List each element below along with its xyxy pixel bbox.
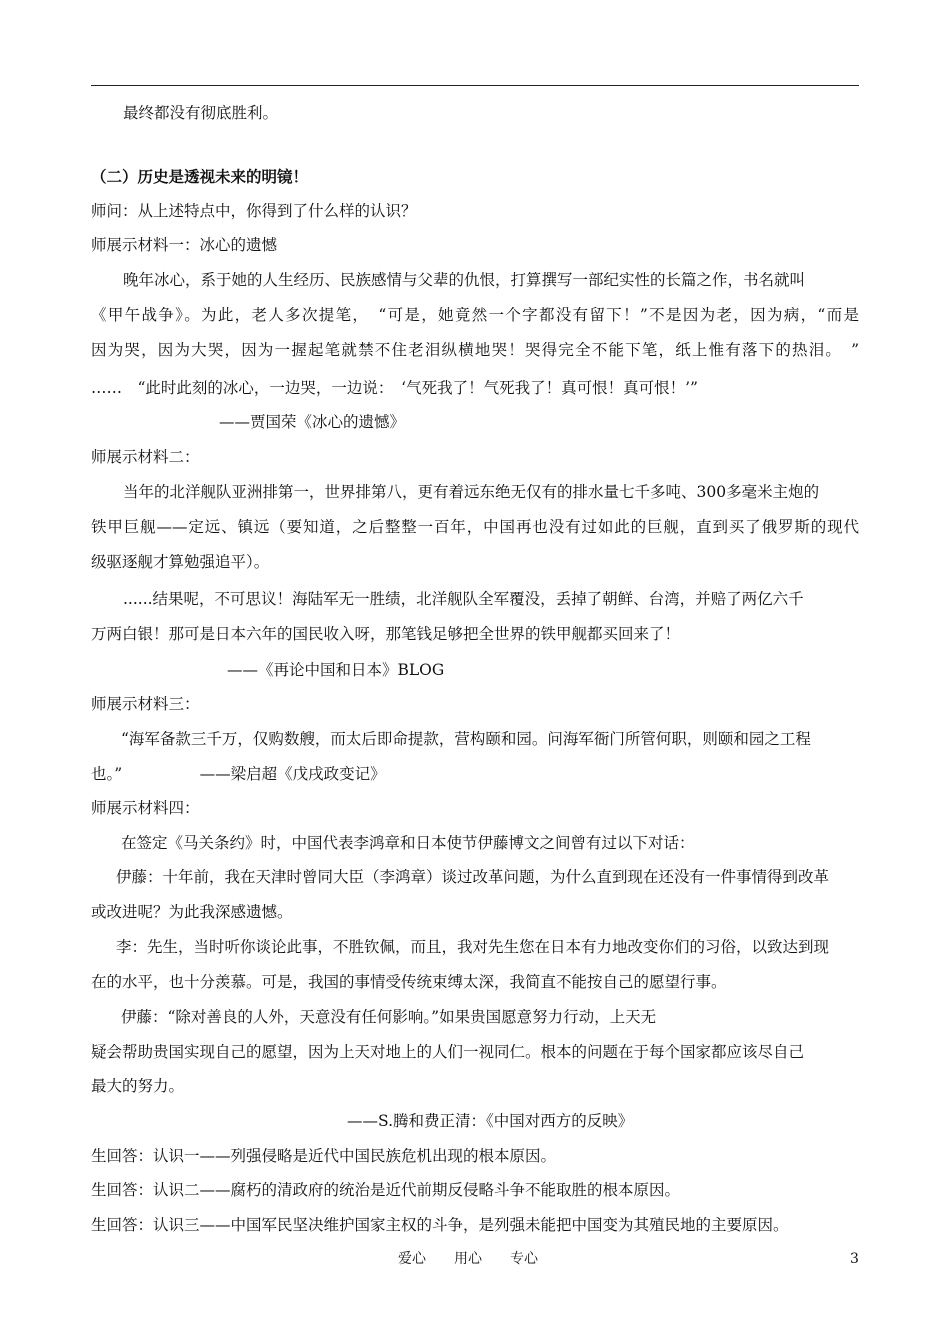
citation: ——贾国荣《冰心的遗憾》 <box>219 413 406 431</box>
text-line: 师展示材料三： <box>91 695 200 713</box>
text-line: 师展示材料二： <box>91 448 200 466</box>
text-line: 在的水平，也十分羡慕。可是，我国的事情受传统束缚太深，我简直不能按自己的愿望行事。 <box>91 973 727 991</box>
text-line: 师展示材料一：冰心的遗憾 <box>91 236 278 254</box>
text-line: 晚年冰心，系于她的人生经历、民族感情与父辈的仇恨，打算撰写一部纪实性的长篇之作，书名就叫 <box>123 271 806 289</box>
text-line: 或改进呢？为此我深感遗憾。 <box>91 903 293 921</box>
footer-motto: 爱心 用心 专心 <box>398 1251 538 1267</box>
text-line: 生回答：认识二——腐朽的清政府的统治是近代前期反侵略斗争不能取胜的根本原因。 <box>91 1181 681 1199</box>
text-line: 师问：从上述特点中，你得到了什么样的认识？ <box>91 202 417 220</box>
section-heading: （二）历史是透视未来的明镜！ <box>91 167 309 186</box>
text-line: 最大的努力。 <box>91 1077 185 1095</box>
page-number: 3 <box>850 1251 859 1267</box>
text-line: 伊藤：十年前，我在天津时曾同大臣（李鸿章）谈过改革问题，为什么直到现在还没有一件事情得到改革 <box>116 868 830 886</box>
text-line: 万两白银！那可是日本六年的国民收入呀，那笔钱足够把全世界的铁甲舰都买回来了！ <box>91 625 681 643</box>
text-line: 在签定《马关条约》时，中国代表李鸿章和日本使节伊藤博文之间曾有过以下对话： <box>121 834 695 852</box>
text-line: 伊藤：“除对善良的人外，天意没有任何影响。”如果贵国愿意努力行动，上天无 <box>121 1008 657 1026</box>
text-line: 因为哭，因为大哭，因为一握起笔就禁不住老泪纵横地哭！哭得完全不能下笔，纸上惟有落下的热泪。 ” <box>91 341 859 359</box>
text-line: 最终都没有彻底胜利。 <box>123 104 279 122</box>
text-line: 师展示材料四： <box>91 799 200 817</box>
text-line: 疑会帮助贵国实现自己的愿望，因为上天对地上的人们一视同仁。根本的问题在于每个国家都应该尽自己 <box>91 1043 805 1061</box>
text-line: 当年的北洋舰队亚洲排第一，世界排第八，更有着远东绝无仅有的排水量七千多吨、300多毫米主炮的 <box>123 483 820 501</box>
citation: ——《再论中国和日本》BLOG <box>227 661 445 679</box>
header-rule <box>91 85 859 86</box>
text-line: 级驱逐舰才算勉强追平）。 <box>91 553 270 571</box>
text-line: 生回答：认识一——列强侵略是近代中国民族危机出现的根本原因。 <box>91 1147 557 1165</box>
text-line: 也。” ——梁启超《戊戌政变记》 <box>91 765 386 783</box>
citation: ——S.腾和费正清：《中国对西方的反映》 <box>347 1112 634 1130</box>
text-line: …… “此时此刻的冰心，一边哭，一边说： ‘气死我了！气死我了！真可恨！真可恨！’” <box>91 379 698 397</box>
text-line: 《甲午战争》。为此，老人多次提笔， “可是，她竟然一个字都没有留下！”不是因为老，因为病，“而是 <box>91 306 859 324</box>
text-line: 生回答：认识三——中国军民坚决维护国家主权的斗争，是列强未能把中国变为其殖民地的主要原因。 <box>91 1216 789 1234</box>
text-line: 铁甲巨舰——定远、镇远（要知道，之后整整一百年，中国再也没有过如此的巨舰，直到买了俄罗斯的现代 <box>91 518 859 536</box>
text-line: ......结果呢，不可思议！海陆军无一胜绩，北洋舰队全军覆没，丢掉了朝鲜、台湾，并赔了两亿六千 <box>123 590 804 608</box>
text-line: “海军备款三千万，仅购数艘，而太后即命提款，营构颐和园。问海军衙门所管何职，则颐和园之工程 <box>121 730 811 748</box>
text-line: 李：先生，当时听你谈论此事，不胜钦佩，而且，我对先生您在日本有力地改变你们的习俗，以致达到现 <box>116 938 830 956</box>
